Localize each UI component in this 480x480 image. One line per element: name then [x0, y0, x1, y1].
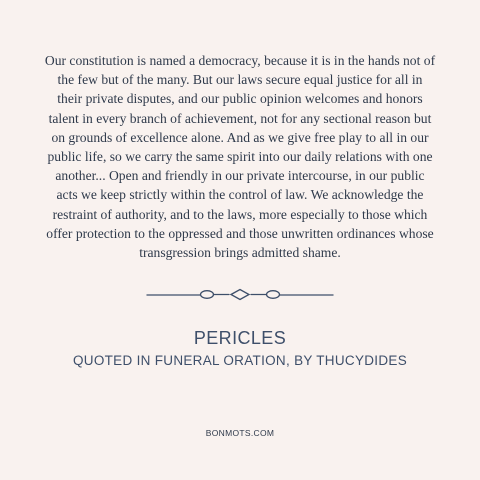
author-name: PERICLES [193, 328, 287, 348]
site-link[interactable]: BONMOTS.COM [205, 428, 275, 438]
quote-source: QUOTED IN FUNERAL ORATION, BY THUCYDIDES [72, 353, 408, 368]
ornamental-divider-icon-svg [145, 286, 335, 302]
quote-text: Our constitution is named a democracy, because it is in the hands not of the few but of the many. But our laws secure equal justice for all in their private disputes, and our public opinion welcomes and honors talent in every branch of achievement, not for any sectional reason but on grounds of excellence alone. And as we give free play to all in our public life, so we carry the same spirit into our daily relations with one another... Open and friendly in our private intercourse, in our public acts we keep strictly within the control of law. We acknowledge the restraint of authority, and to the laws, more especially to those which offer protection to the oppressed and those unwritten ordinances whose transgression brings admitted shame. [44, 53, 436, 261]
ornamental-divider-icon [145, 286, 335, 302]
